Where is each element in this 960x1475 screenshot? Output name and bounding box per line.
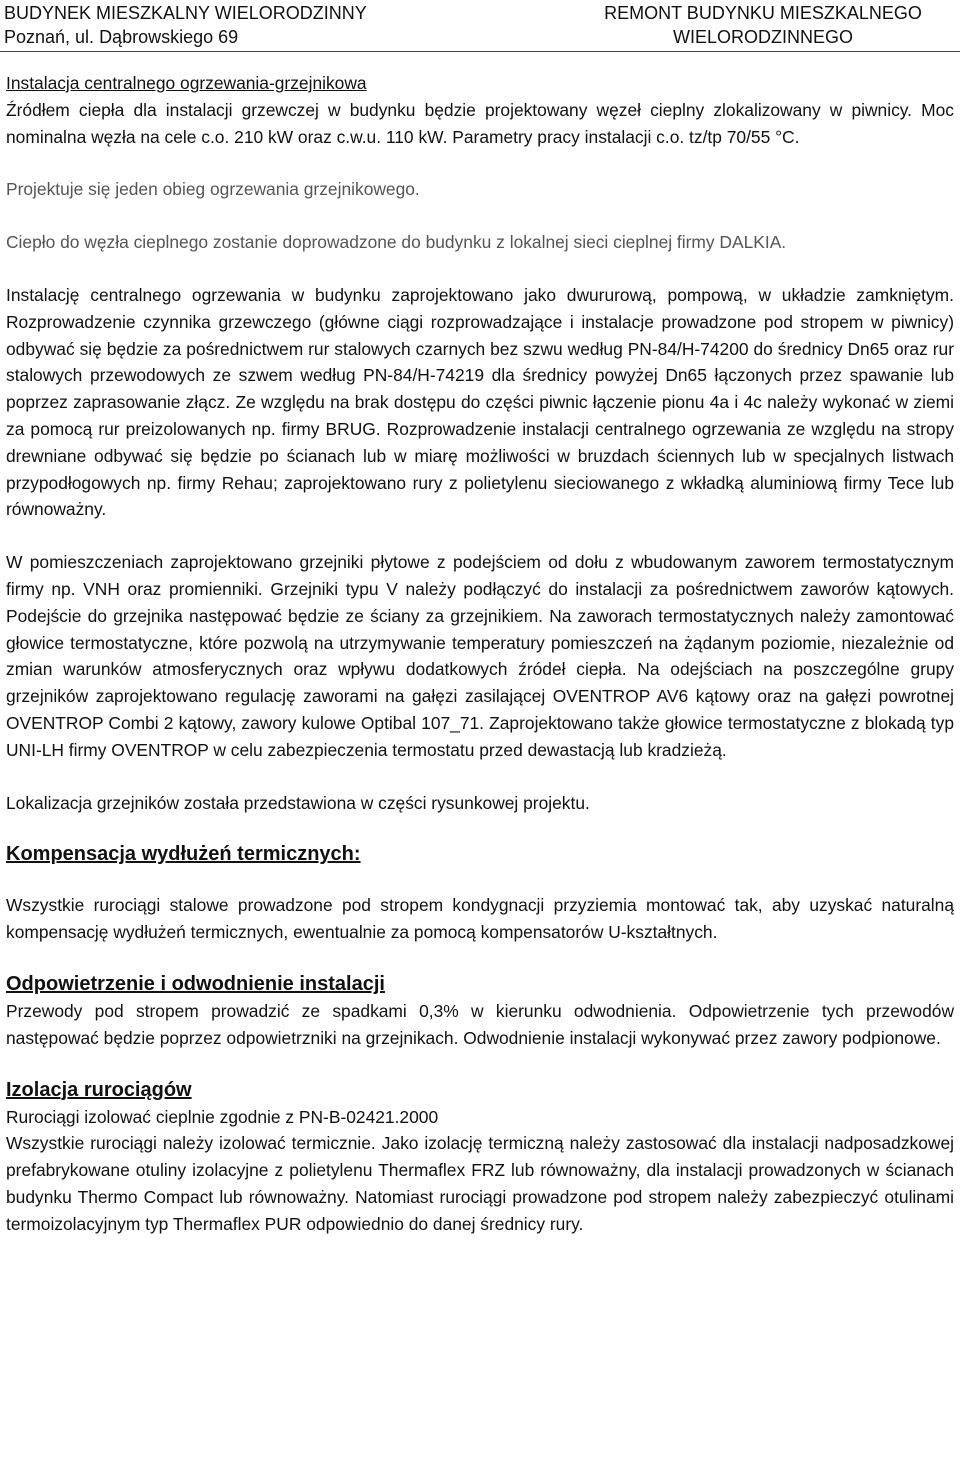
section-title-venting: Odpowietrzenie i odwodnienie instalacji bbox=[6, 972, 385, 995]
heating-paragraph-6: Lokalizacja grzejników została przedstawiona w części rysunkowej projektu. bbox=[6, 792, 590, 813]
heating-paragraph-2: Projektuje się jeden obieg ogrzewania grzejnikowego. bbox=[6, 179, 420, 200]
compensation-paragraph: Wszystkie rurociągi stalowe prowadzone pod stropem kondygnacji przyziemia montować tak, aby uzyskać naturalną kompensację wydłużeń termicznych, ewentualnie za pomocą kompensatorów U-kształtnych. bbox=[6, 895, 954, 943]
heating-paragraph-4: Instalację centralnego ogrzewania w budynku zaprojektowano jako dwururową, pompową, w układzie zamkniętym. Rozprowadzenie czynnika grzewczego (główne ciągi rozprowadzające i instalacje prowadzone pod stropem w piwnicy) odbywać się będzie za pośrednictwem rur stalowych czarnych bez szwu według PN-84/H-74200 do średnicy Dn65 oraz rur stalowych przewodowych ze szwem według PN-84/H-74219 dla średnicy powyżej Dn65 łączonych przez spawanie lub poprzez zaprasowanie złącz. Ze względu na brak dostępu do części piwnic łączenie pionu 4a i 4c należy wykonać w ziemi za pomocą rur preizolowanych np. firmy BRUG. Rozprowadzenie instalacji centralnego ogrzewania ze względu na stropy drewniane odbywać się będzie po ścianach lub w miarę możliwości w bruzdach ściennych lub w specjalnych listwach przypodłogowych np. firmy Rehau; zaprojektowano rury z polietylenu sieciowanego z wkładką aluminiową firmy Tece lub równoważny. bbox=[6, 284, 954, 520]
insulation-paragraph-2: Wszystkie rurociągi należy izolować termicznie. Jako izolację termiczną należy zastosować dla instalacji nadposadzkowej prefabrykowane otuliny izolacyjne z polietylenu Thermaflex FRZ lub równoważny, dla instalacji prowadzonych w ścianach budynku Thermo Compact lub równoważny. Natomiast rurociągi prowadzone pod stropem należy zabezpieczyć otulinami termoizolacyjnym typ Thermaflex PUR odpowiednio do danej średnicy rury. bbox=[6, 1133, 954, 1234]
project-title-line1: REMONT BUDYNKU MIESZKALNEGO bbox=[604, 3, 922, 23]
project-title-line2: WIELORODZINNEGO bbox=[672, 27, 853, 47]
venting-paragraph: Przewody pod stropem prowadzić ze spadkami 0,3% w kierunku odwodnienia. Odpowietrzenie tych przewodów następować będzie poprzez odpowietrzniki na grzejnikach. Odwodnienie instalacji wykonywać przez zawory podpionowe. bbox=[6, 1000, 954, 1048]
section-title-insulation: Izolacja rurociągów bbox=[6, 1078, 192, 1101]
header-left-block bbox=[4, 1, 367, 49]
document-body bbox=[6, 70, 954, 1238]
section-title-heating: Instalacja centralnego ogrzewania-grzejnikowa bbox=[6, 73, 367, 93]
section-title-compensation: Kompensacja wydłużeń termicznych: bbox=[6, 843, 361, 866]
heating-paragraph-1: Źródłem ciepła dla instalacji grzewczej w budynku będzie projektowany węzeł cieplny zlokalizowany w piwnicy. Moc nominalna węzła na cele c.o. 210 kW oraz c.w.u. 110 kW. Parametry pracy instalacji c.o. tz/tp 70/55 °C. bbox=[6, 99, 954, 147]
header-divider bbox=[0, 51, 960, 52]
address-label: Poznań, ul. Dąbrowskiego 69 bbox=[4, 27, 239, 47]
heating-paragraph-5: W pomieszczeniach zaprojektowano grzejniki płytowe z podejściem od dołu z wbudowanym zaworem termostatycznym firmy np. VNH oraz promienniki. Grzejniki typu V należy podłączyć do instalacji za pośrednictwem zaworów kątowych. Podejście do grzejnika następować będzie ze ściany za grzejnikiem. Na zaworach termostatycznych należy zamontować głowice termostatyczne, które pozwolą na utrzymywanie temperatury pomieszczeń na żądanym poziomie, niezależnie od zmian warunków atmosferycznych oraz wpływu dodatkowych źródeł ciepła. Na odejściach na poszczególne grupy grzejników zaprojektowano regulację zaworami na gałęzi zasilającej OVENTROP AV6 kątowy oraz na gałęzi powrotnej OVENTROP Combi 2 kątowy, zawory kulowe Optibal 107_71. Zaprojektowano także głowice termostatyczne z blokadą typ UNI-LH firmy OVENTROP w celu zabezpieczenia termostatu przed dewastacją lub kradzieżą. bbox=[6, 552, 954, 760]
header-right-block bbox=[598, 1, 928, 49]
page-header bbox=[0, 0, 960, 52]
insulation-paragraph-1: Rurociągi izolować cieplnie zgodnie z PN-B-02421.2000 bbox=[6, 1106, 439, 1127]
heating-paragraph-3: Ciepło do węzła cieplnego zostanie doprowadzone do budynku z lokalnej sieci cieplnej firmy DALKIA. bbox=[6, 232, 787, 253]
building-type-label: BUDYNEK MIESZKALNY WIELORODZINNY bbox=[4, 3, 367, 23]
